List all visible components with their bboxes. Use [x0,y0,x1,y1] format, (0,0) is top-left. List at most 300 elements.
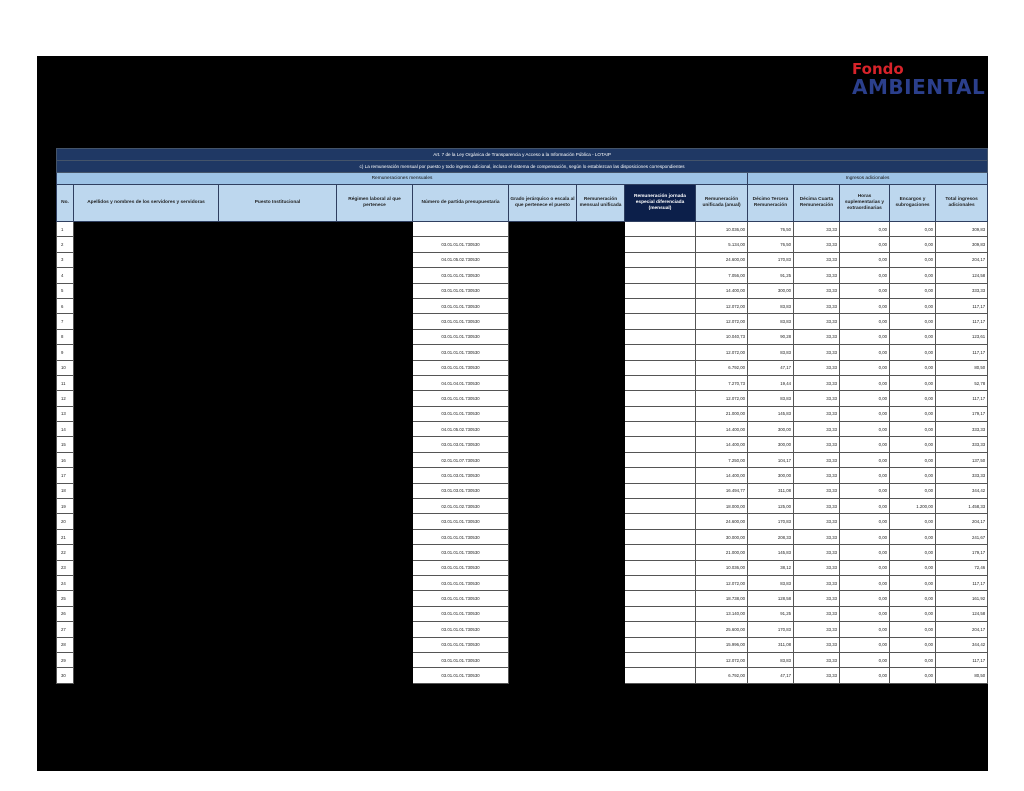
cell-redacted [509,422,577,437]
table-row [57,483,988,498]
cell-redacted [337,329,413,344]
cell-redacted [509,452,577,467]
cell-special-salary [625,437,696,452]
cell-thirteenth: 170,83 [748,514,794,529]
column-header-annual-salary: Remuneración unificada (anual) [696,185,748,222]
cell-redacted [509,252,577,267]
table-row [57,560,988,575]
cell-annual-salary: 12.072,00 [696,652,748,667]
table-body [57,222,988,684]
cell-redacted [74,575,219,590]
cell-overtime: 0,00 [840,499,890,514]
cell-thirteenth: 91,25 [748,268,794,283]
cell-redacted [337,514,413,529]
group-header-additional: Ingresos adicionales [748,173,988,185]
cell-overtime: 0,00 [840,668,890,683]
cell-annual-salary: 13.140,00 [696,606,748,621]
cell-budget-item: 03.01.01.01.730530 [413,514,509,529]
cell-redacted [337,560,413,575]
cell-fourteenth: 33,33 [794,560,840,575]
cell-redacted [74,483,219,498]
cell-redacted [337,622,413,637]
cell-redacted [219,483,337,498]
cell-special-salary [625,499,696,514]
cell-special-salary [625,637,696,652]
cell-redacted [577,606,625,621]
table-row [57,268,988,283]
cell-redacted [577,283,625,298]
cell-redacted [219,622,337,637]
cell-overtime: 0,00 [840,637,890,652]
cell-overtime: 0,00 [840,329,890,344]
cell-assignments: 0,00 [890,375,936,390]
cell-total-additional: 117,17 [936,345,988,360]
cell-fourteenth: 33,33 [794,499,840,514]
cell-redacted [577,591,625,606]
cell-budget-item: 03.01.03.01.730530 [413,468,509,483]
table-subtitle: c) La remuneración mensual por puesto y todo ingreso adicional, incluso el sistema de compensación, según lo establezcan las disposiciones correspondientes [57,161,988,173]
logo-line-fondo: Fondo [852,60,904,78]
cell-budget-item: 04.01.05.02.730530 [413,422,509,437]
cell-thirteenth: 76,50 [748,237,794,252]
cell-total-additional: 179,17 [936,545,988,560]
cell-redacted [337,652,413,667]
cell-annual-salary: 16.494,77 [696,483,748,498]
cell-assignments: 0,00 [890,652,936,667]
cell-redacted [74,422,219,437]
cell-fourteenth: 33,33 [794,329,840,344]
cell-total-additional: 123,61 [936,329,988,344]
table-row [57,437,988,452]
cell-total-additional: 117,17 [936,575,988,590]
cell-total-additional: 204,17 [936,622,988,637]
cell-annual-salary: 5.134,00 [696,237,748,252]
cell-total-additional: 309,83 [936,237,988,252]
cell-annual-salary: 14.400,00 [696,422,748,437]
cell-annual-salary: 12.072,00 [696,314,748,329]
cell-overtime: 0,00 [840,345,890,360]
cell-assignments: 0,00 [890,422,936,437]
cell-redacted [509,268,577,283]
cell-total-additional: 161,92 [936,591,988,606]
column-header-budget-item: Número de partida presupuestaria [413,185,509,222]
cell-thirteenth: 145,83 [748,406,794,421]
table-row [57,375,988,390]
cell-redacted [509,560,577,575]
cell-special-salary [625,560,696,575]
cell-overtime: 0,00 [840,514,890,529]
cell-special-salary [625,406,696,421]
cell-annual-salary: 14.400,00 [696,437,748,452]
cell-fourteenth: 33,33 [794,483,840,498]
cell-assignments: 0,00 [890,622,936,637]
cell-redacted [219,560,337,575]
cell-redacted [337,591,413,606]
cell-assignments: 0,00 [890,514,936,529]
cell-redacted [337,545,413,560]
cell-assignments: 0,00 [890,483,936,498]
cell-special-salary [625,652,696,667]
cell-special-salary [625,268,696,283]
cell-thirteenth: 91,25 [748,606,794,621]
cell-total-additional: 124,58 [936,606,988,621]
table-row [57,606,988,621]
cell-redacted [337,668,413,683]
table-row [57,499,988,514]
cell-assignments: 0,00 [890,222,936,237]
cell-redacted [219,575,337,590]
cell-redacted [74,606,219,621]
cell-row-number: 28 [57,637,74,652]
table-row [57,422,988,437]
cell-thirteenth: 83,83 [748,345,794,360]
cell-redacted [74,622,219,637]
cell-annual-salary: 21.000,00 [696,406,748,421]
cell-redacted [577,545,625,560]
cell-redacted [509,637,577,652]
cell-thirteenth: 300,00 [748,283,794,298]
cell-redacted [337,637,413,652]
cell-total-additional: 124,58 [936,268,988,283]
cell-thirteenth: 83,83 [748,652,794,667]
cell-total-additional: 179,17 [936,406,988,421]
cell-fourteenth: 33,33 [794,298,840,313]
cell-overtime: 0,00 [840,560,890,575]
cell-budget-item: 03.01.01.01.730530 [413,668,509,683]
cell-budget-item: 03.01.01.01.730530 [413,606,509,621]
cell-assignments: 0,00 [890,452,936,467]
cell-annual-salary: 12.072,00 [696,575,748,590]
cell-redacted [74,329,219,344]
cell-redacted [74,406,219,421]
cell-assignments: 0,00 [890,575,936,590]
cell-budget-item: 03.01.01.01.730530 [413,545,509,560]
cell-redacted [509,345,577,360]
cell-redacted [337,268,413,283]
cell-row-number: 26 [57,606,74,621]
cell-redacted [577,345,625,360]
table-title: Art. 7 de la Ley Orgánica de Transparencia y Acceso a la Información Pública - LOTAIP [57,149,988,161]
cell-assignments: 0,00 [890,298,936,313]
cell-overtime: 0,00 [840,237,890,252]
cell-row-number: 14 [57,422,74,437]
cell-special-salary [625,483,696,498]
table-row [57,452,988,467]
cell-budget-item: 03.01.01.01.730530 [413,391,509,406]
cell-overtime: 0,00 [840,468,890,483]
cell-redacted [509,222,577,237]
cell-redacted [219,375,337,390]
cell-redacted [577,329,625,344]
cell-special-salary [625,375,696,390]
cell-redacted [509,514,577,529]
cell-redacted [219,514,337,529]
cell-special-salary [625,391,696,406]
cell-thirteenth: 300,00 [748,437,794,452]
cell-budget-item: 03.01.01.01.730530 [413,575,509,590]
cell-special-salary [625,422,696,437]
cell-fourteenth: 33,33 [794,575,840,590]
cell-row-number: 20 [57,514,74,529]
cell-budget-item: 04.01.04.01.730530 [413,375,509,390]
cell-assignments: 0,00 [890,560,936,575]
cell-total-additional: 204,17 [936,252,988,267]
cell-special-salary [625,606,696,621]
cell-redacted [74,268,219,283]
cell-row-number: 27 [57,622,74,637]
cell-redacted [219,345,337,360]
cell-special-salary [625,222,696,237]
group-header-monthly: Remuneraciones mensuales [57,173,748,185]
column-header-assignments: Encargos y subrogaciones [890,185,936,222]
cell-redacted [74,345,219,360]
cell-overtime: 0,00 [840,591,890,606]
cell-redacted [219,222,337,237]
table-row [57,329,988,344]
cell-total-additional: 1.458,33 [936,499,988,514]
cell-annual-salary: 7.056,00 [696,268,748,283]
cell-redacted [74,499,219,514]
cell-total-additional: 333,33 [936,468,988,483]
cell-total-additional: 117,17 [936,391,988,406]
table-row [57,575,988,590]
cell-redacted [577,360,625,375]
cell-budget-item: 03.01.01.01.730530 [413,560,509,575]
cell-redacted [509,591,577,606]
cell-fourteenth: 33,33 [794,529,840,544]
cell-redacted [337,252,413,267]
cell-total-additional: 344,42 [936,483,988,498]
cell-redacted [509,391,577,406]
cell-redacted [577,529,625,544]
cell-annual-salary: 24.600,00 [696,252,748,267]
cell-total-additional: 117,17 [936,652,988,667]
cell-thirteenth: 19,44 [748,375,794,390]
column-header-labor-regime: Régimen laboral al que pertenece [337,185,413,222]
cell-redacted [509,406,577,421]
cell-assignments: 0,00 [890,606,936,621]
cell-row-number: 29 [57,652,74,667]
cell-overtime: 0,00 [840,314,890,329]
cell-budget-item: 03.01.01.01.730530 [413,529,509,544]
cell-budget-item: 02.01.01.02.730530 [413,499,509,514]
cell-redacted [219,437,337,452]
cell-redacted [577,375,625,390]
table-row [57,591,988,606]
cell-annual-salary: 6.792,00 [696,360,748,375]
cell-special-salary [625,298,696,313]
cell-annual-salary: 25.600,00 [696,622,748,637]
cell-redacted [337,283,413,298]
cell-fourteenth: 33,33 [794,375,840,390]
table-row [57,298,988,313]
cell-special-salary [625,360,696,375]
cell-row-number: 18 [57,483,74,498]
cell-fourteenth: 33,33 [794,652,840,667]
cell-fourteenth: 33,33 [794,452,840,467]
cell-redacted [337,298,413,313]
cell-redacted [74,529,219,544]
cell-overtime: 0,00 [840,360,890,375]
cell-budget-item: 02.01.01.07.730530 [413,452,509,467]
cell-row-number: 12 [57,391,74,406]
cell-redacted [74,468,219,483]
cell-redacted [219,406,337,421]
cell-redacted [577,437,625,452]
cell-fourteenth: 33,33 [794,606,840,621]
cell-redacted [74,452,219,467]
cell-assignments: 0,00 [890,637,936,652]
column-header-overtime: Horas suplementarias y extraordinarias [840,185,890,222]
cell-row-number: 2 [57,237,74,252]
cell-fourteenth: 33,33 [794,237,840,252]
cell-overtime: 0,00 [840,437,890,452]
table-row [57,468,988,483]
cell-redacted [509,283,577,298]
cell-assignments: 0,00 [890,529,936,544]
cell-overtime: 0,00 [840,529,890,544]
cell-budget-item: 03.01.01.01.730530 [413,314,509,329]
cell-total-additional: 117,17 [936,314,988,329]
cell-redacted [219,391,337,406]
table-row [57,391,988,406]
cell-annual-salary: 7.250,00 [696,452,748,467]
cell-redacted [509,437,577,452]
cell-annual-salary: 10.040,73 [696,329,748,344]
cell-assignments: 0,00 [890,252,936,267]
cell-budget-item: 03.01.01.01.730530 [413,329,509,344]
table-row [57,237,988,252]
cell-redacted [219,452,337,467]
cell-annual-salary: 14.400,00 [696,283,748,298]
cell-budget-item: 03.01.01.01.730530 [413,298,509,313]
cell-special-salary [625,237,696,252]
cell-thirteenth: 38,12 [748,560,794,575]
cell-redacted [74,668,219,683]
cell-redacted [337,237,413,252]
cell-redacted [509,499,577,514]
cell-fourteenth: 33,33 [794,391,840,406]
cell-annual-salary: 30.000,00 [696,529,748,544]
cell-row-number: 6 [57,298,74,313]
cell-redacted [337,345,413,360]
cell-special-salary [625,314,696,329]
cell-fourteenth: 33,33 [794,437,840,452]
cell-annual-salary: 15.996,00 [696,637,748,652]
cell-redacted [337,483,413,498]
fondo-ambiental-logo [852,62,985,97]
cell-annual-salary: 12.072,00 [696,391,748,406]
cell-budget-item: 03.01.01.01.730530 [413,637,509,652]
cell-fourteenth: 33,33 [794,406,840,421]
cell-total-additional: 204,17 [936,514,988,529]
cell-redacted [74,222,219,237]
cell-thirteenth: 47,17 [748,360,794,375]
cell-redacted [74,298,219,313]
cell-redacted [577,452,625,467]
cell-redacted [337,468,413,483]
cell-row-number: 4 [57,268,74,283]
cell-thirteenth: 83,83 [748,575,794,590]
cell-redacted [337,375,413,390]
cell-thirteenth: 90,28 [748,329,794,344]
cell-total-additional: 80,50 [936,668,988,683]
cell-total-additional: 333,33 [936,283,988,298]
table-row [57,252,988,267]
cell-special-salary [625,514,696,529]
cell-annual-salary: 6.792,00 [696,668,748,683]
cell-thirteenth: 170,83 [748,252,794,267]
cell-overtime: 0,00 [840,252,890,267]
cell-assignments: 0,00 [890,545,936,560]
cell-overtime: 0,00 [840,268,890,283]
cell-redacted [577,499,625,514]
table-row [57,314,988,329]
cell-redacted [577,652,625,667]
cell-assignments: 0,00 [890,468,936,483]
cell-redacted [337,391,413,406]
cell-total-additional: 241,67 [936,529,988,544]
cell-budget-item: 03.01.01.01.730530 [413,360,509,375]
table-row [57,545,988,560]
table-row [57,622,988,637]
cell-assignments: 0,00 [890,345,936,360]
cell-special-salary [625,575,696,590]
cell-row-number: 9 [57,345,74,360]
cell-annual-salary: 18.738,00 [696,591,748,606]
cell-assignments: 0,00 [890,268,936,283]
cell-thirteenth: 83,83 [748,391,794,406]
cell-assignments: 0,00 [890,668,936,683]
cell-row-number: 10 [57,360,74,375]
cell-redacted [577,468,625,483]
cell-thirteenth: 83,83 [748,314,794,329]
cell-fourteenth: 33,33 [794,514,840,529]
cell-budget-item: 03.01.01.01.730530 [413,622,509,637]
column-header-total-additional: Total ingresos adicionales [936,185,988,222]
cell-redacted [509,529,577,544]
cell-overtime: 0,00 [840,406,890,421]
cell-redacted [219,360,337,375]
cell-redacted [74,545,219,560]
column-header-grade: Grado jerárquico o escala al que pertenece el puesto [509,185,577,222]
table-row [57,360,988,375]
table-row [57,652,988,667]
cell-row-number: 1 [57,222,74,237]
cell-redacted [509,575,577,590]
cell-total-additional: 344,42 [936,637,988,652]
table-row [57,637,988,652]
cell-redacted [337,314,413,329]
cell-redacted [219,314,337,329]
cell-redacted [577,298,625,313]
cell-annual-salary: 24.600,00 [696,514,748,529]
cell-redacted [577,637,625,652]
cell-fourteenth: 33,33 [794,468,840,483]
cell-row-number: 21 [57,529,74,544]
cell-redacted [337,606,413,621]
cell-redacted [577,560,625,575]
cell-redacted [577,252,625,267]
cell-assignments: 0,00 [890,329,936,344]
cell-row-number: 19 [57,499,74,514]
cell-row-number: 16 [57,452,74,467]
cell-redacted [219,668,337,683]
cell-thirteenth: 311,08 [748,637,794,652]
cell-redacted [509,606,577,621]
cell-special-salary [625,529,696,544]
cell-assignments: 0,00 [890,437,936,452]
